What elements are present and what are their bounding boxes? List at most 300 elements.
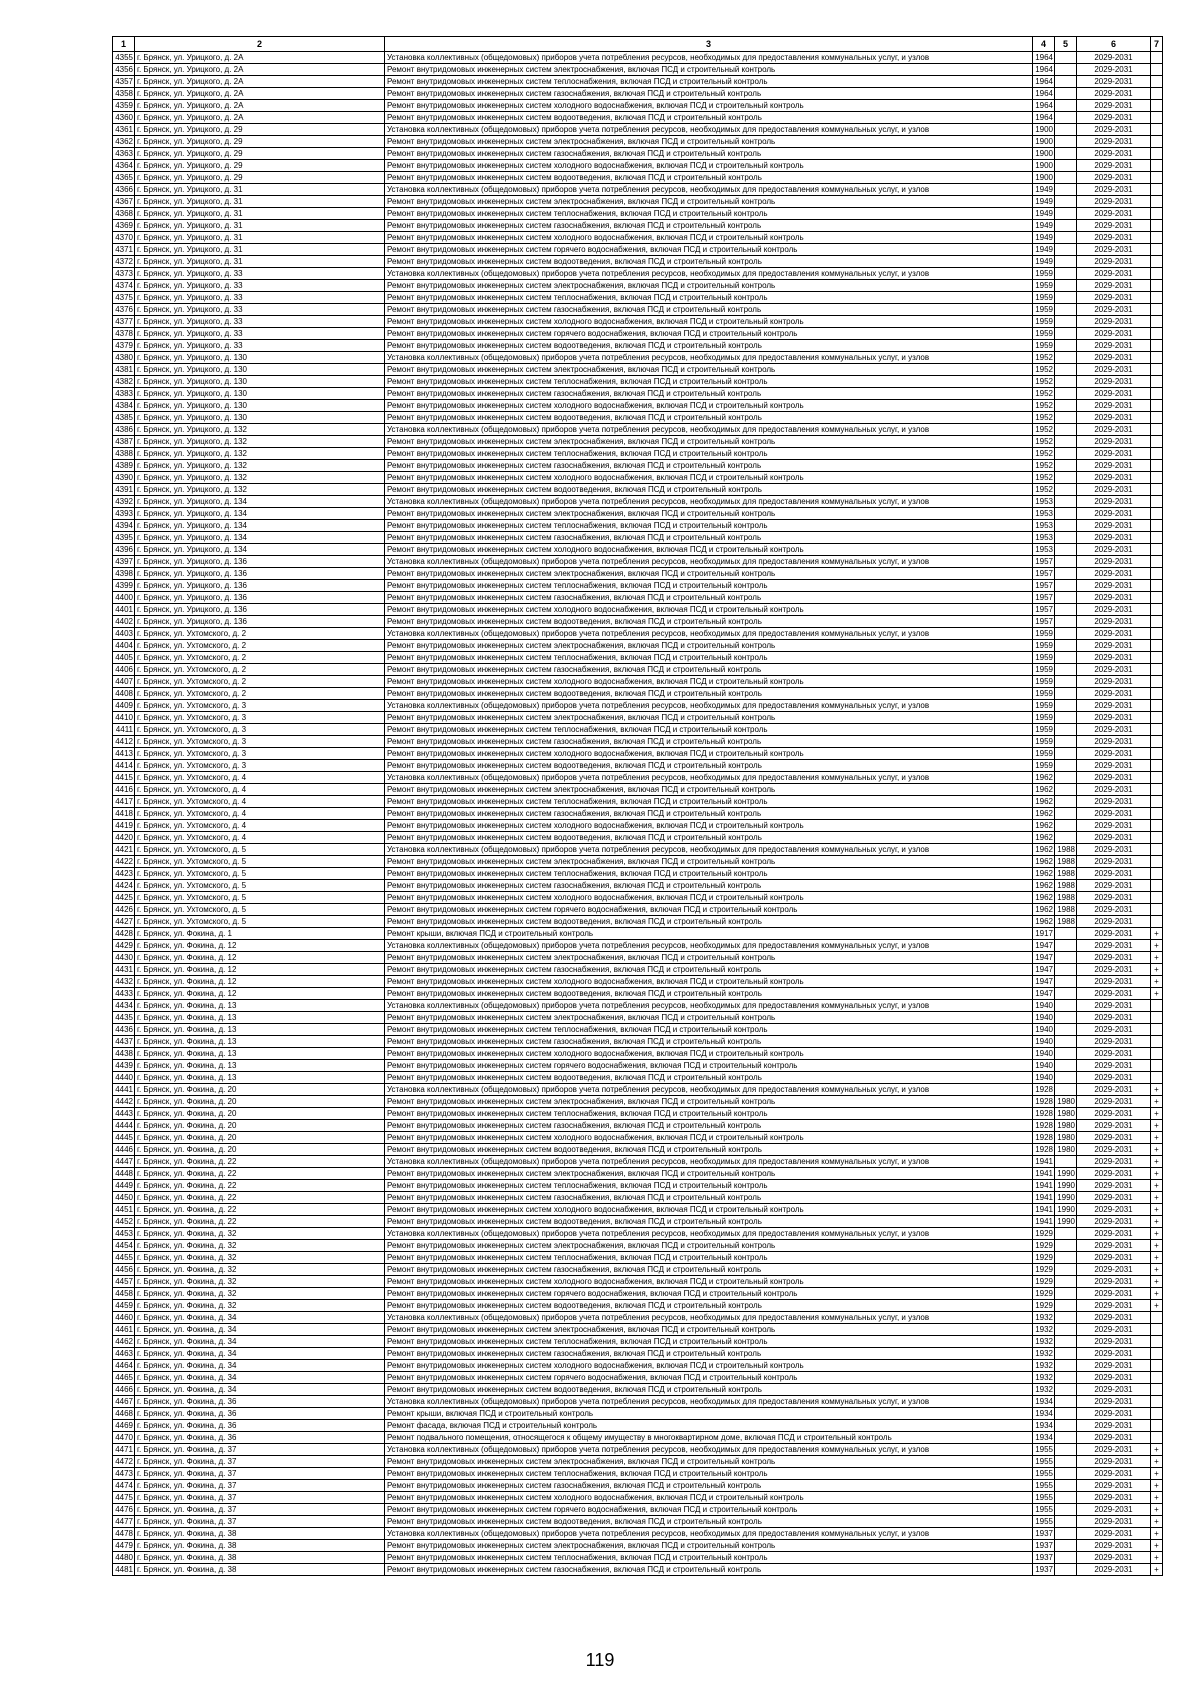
cell-row-number: 4382	[113, 376, 135, 388]
cell-row-number: 4475	[113, 1492, 135, 1504]
cell-address: г. Брянск, ул. Урицкого, д. 31	[135, 184, 385, 196]
cell-build-year: 1959	[1033, 304, 1055, 316]
cell-mark	[1151, 1372, 1163, 1384]
cell-work-type: Ремонт внутридомовых инженерных систем электроснабжения, включая ПСД и строительный контроль	[385, 1096, 1033, 1108]
cell-build-year: 1941	[1033, 1216, 1055, 1228]
cell-work-type: Ремонт внутридомовых инженерных систем газоснабжения, включая ПСД и строительный контроль	[385, 736, 1033, 748]
cell-address: г. Брянск, ул. Фокина, д. 32	[135, 1264, 385, 1276]
cell-build-year: 1959	[1033, 688, 1055, 700]
cell-period: 2029-2031	[1077, 1372, 1151, 1384]
table-row	[113, 1168, 1163, 1180]
cell-mark	[1151, 556, 1163, 568]
cell-build-year: 1964	[1033, 64, 1055, 76]
cell-row-number: 4359	[113, 100, 135, 112]
cell-build-year: 1929	[1033, 1276, 1055, 1288]
table-row	[113, 472, 1163, 484]
cell-reconstruction-year: 1990	[1055, 1168, 1077, 1180]
cell-row-number: 4419	[113, 820, 135, 832]
cell-row-number: 4455	[113, 1252, 135, 1264]
cell-address: г. Брянск, ул. Ухтомского, д. 5	[135, 916, 385, 928]
cell-address: г. Брянск, ул. Урицкого, д. 134	[135, 508, 385, 520]
cell-work-type: Ремонт внутридомовых инженерных систем водоотведения, включая ПСД и строительный контроль	[385, 172, 1033, 184]
table-row	[113, 772, 1163, 784]
cell-mark	[1151, 136, 1163, 148]
table-row	[113, 1228, 1163, 1240]
table-row	[113, 544, 1163, 556]
cell-work-type: Ремонт внутридомовых инженерных систем холодного водоснабжения, включая ПСД и строительный контроль	[385, 1492, 1033, 1504]
cell-build-year: 1962	[1033, 916, 1055, 928]
cell-mark: +	[1151, 952, 1163, 964]
cell-build-year: 1955	[1033, 1504, 1055, 1516]
cell-address: г. Брянск, ул. Ухтомского, д. 4	[135, 820, 385, 832]
cell-work-type: Ремонт внутридомовых инженерных систем водоотведения, включая ПСД и строительный контроль	[385, 112, 1033, 124]
cell-build-year: 1928	[1033, 1108, 1055, 1120]
cell-work-type: Ремонт внутридомовых инженерных систем теплоснабжения, включая ПСД и строительный контроль	[385, 292, 1033, 304]
cell-work-type: Ремонт внутридомовых инженерных систем теплоснабжения, включая ПСД и строительный контроль	[385, 1336, 1033, 1348]
cell-build-year: 1900	[1033, 148, 1055, 160]
cell-row-number: 4422	[113, 856, 135, 868]
cell-address: г. Брянск, ул. Фокина, д. 37	[135, 1492, 385, 1504]
cell-row-number: 4357	[113, 76, 135, 88]
cell-address: г. Брянск, ул. Фокина, д. 22	[135, 1168, 385, 1180]
cell-work-type: Ремонт внутридомовых инженерных систем электроснабжения, включая ПСД и строительный контроль	[385, 856, 1033, 868]
cell-work-type: Ремонт внутридомовых инженерных систем холодного водоснабжения, включая ПСД и строительный контроль	[385, 1360, 1033, 1372]
cell-address: г. Брянск, ул. Ухтомского, д. 4	[135, 808, 385, 820]
cell-address: г. Брянск, ул. Урицкого, д. 31	[135, 220, 385, 232]
cell-address: г. Брянск, ул. Фокина, д. 34	[135, 1348, 385, 1360]
cell-reconstruction-year	[1055, 496, 1077, 508]
cell-mark	[1151, 328, 1163, 340]
cell-reconstruction-year	[1055, 628, 1077, 640]
cell-build-year: 1959	[1033, 760, 1055, 772]
cell-mark: +	[1151, 1084, 1163, 1096]
cell-period: 2029-2031	[1077, 1468, 1151, 1480]
table-row	[113, 880, 1163, 892]
cell-work-type: Ремонт внутридомовых инженерных систем теплоснабжения, включая ПСД и строительный контроль	[385, 1180, 1033, 1192]
cell-address: г. Брянск, ул. Урицкого, д. 130	[135, 352, 385, 364]
cell-work-type: Ремонт внутридомовых инженерных систем газоснабжения, включая ПСД и строительный контроль	[385, 1036, 1033, 1048]
cell-address: г. Брянск, ул. Урицкого, д. 29	[135, 148, 385, 160]
cell-work-type: Установка коллективных (общедомовых) приборов учета потребления ресурсов, необходимых для предоставления коммунальных услуг, и узлов	[385, 52, 1033, 64]
cell-reconstruction-year	[1055, 352, 1077, 364]
table-row	[113, 1516, 1163, 1528]
cell-build-year: 1959	[1033, 736, 1055, 748]
cell-mark: +	[1151, 976, 1163, 988]
table-row	[113, 928, 1163, 940]
table-row	[113, 568, 1163, 580]
cell-work-type: Ремонт внутридомовых инженерных систем электроснабжения, включая ПСД и строительный контроль	[385, 1540, 1033, 1552]
cell-reconstruction-year	[1055, 1084, 1077, 1096]
cell-reconstruction-year	[1055, 652, 1077, 664]
cell-address: г. Брянск, ул. Ухтомского, д. 2	[135, 628, 385, 640]
table-row	[113, 1072, 1163, 1084]
cell-work-type: Ремонт внутридомовых инженерных систем горячего водоснабжения, включая ПСД и строительный контроль	[385, 244, 1033, 256]
table-row	[113, 244, 1163, 256]
table-row	[113, 1132, 1163, 1144]
cell-period: 2029-2031	[1077, 1036, 1151, 1048]
cell-address: г. Брянск, ул. Фокина, д. 38	[135, 1540, 385, 1552]
cell-row-number: 4443	[113, 1108, 135, 1120]
cell-work-type: Ремонт внутридомовых инженерных систем электроснабжения, включая ПСД и строительный контроль	[385, 364, 1033, 376]
cell-period: 2029-2031	[1077, 1336, 1151, 1348]
cell-mark	[1151, 1396, 1163, 1408]
cell-period: 2029-2031	[1077, 796, 1151, 808]
table-row	[113, 520, 1163, 532]
cell-work-type: Ремонт внутридомовых инженерных систем водоотведения, включая ПСД и строительный контроль	[385, 1216, 1033, 1228]
cell-reconstruction-year	[1055, 1492, 1077, 1504]
cell-work-type: Ремонт внутридомовых инженерных систем газоснабжения, включая ПСД и строительный контроль	[385, 220, 1033, 232]
cell-reconstruction-year	[1055, 1012, 1077, 1024]
cell-period: 2029-2031	[1077, 52, 1151, 64]
cell-mark	[1151, 1360, 1163, 1372]
cell-reconstruction-year	[1055, 616, 1077, 628]
cell-work-type: Ремонт крыши, включая ПСД и строительный контроль	[385, 1408, 1033, 1420]
cell-row-number: 4456	[113, 1264, 135, 1276]
cell-row-number: 4469	[113, 1420, 135, 1432]
cell-build-year: 1962	[1033, 904, 1055, 916]
cell-build-year: 1952	[1033, 424, 1055, 436]
cell-address: г. Брянск, ул. Урицкого, д. 2А	[135, 64, 385, 76]
table-row	[113, 1468, 1163, 1480]
cell-mark: +	[1151, 1480, 1163, 1492]
cell-mark	[1151, 232, 1163, 244]
cell-mark	[1151, 1060, 1163, 1072]
table-row	[113, 256, 1163, 268]
cell-period: 2029-2031	[1077, 1108, 1151, 1120]
cell-work-type: Установка коллективных (общедомовых) приборов учета потребления ресурсов, необходимых для предоставления коммунальных услуг, и узлов	[385, 1228, 1033, 1240]
cell-address: г. Брянск, ул. Фокина, д. 32	[135, 1288, 385, 1300]
cell-work-type: Ремонт внутридомовых инженерных систем электроснабжения, включая ПСД и строительный контроль	[385, 784, 1033, 796]
cell-reconstruction-year	[1055, 592, 1077, 604]
table-row	[113, 1480, 1163, 1492]
cell-work-type: Ремонт внутридомовых инженерных систем газоснабжения, включая ПСД и строительный контроль	[385, 1264, 1033, 1276]
table-row	[113, 652, 1163, 664]
cell-reconstruction-year	[1055, 1384, 1077, 1396]
cell-period: 2029-2031	[1077, 520, 1151, 532]
cell-build-year: 1949	[1033, 220, 1055, 232]
cell-row-number: 4392	[113, 496, 135, 508]
cell-mark	[1151, 88, 1163, 100]
cell-mark	[1151, 316, 1163, 328]
header-row	[113, 37, 1163, 52]
cell-address: г. Брянск, ул. Ухтомского, д. 2	[135, 676, 385, 688]
table-row	[113, 400, 1163, 412]
cell-build-year: 1928	[1033, 1144, 1055, 1156]
cell-row-number: 4471	[113, 1444, 135, 1456]
cell-mark	[1151, 400, 1163, 412]
cell-build-year: 1962	[1033, 880, 1055, 892]
cell-period: 2029-2031	[1077, 904, 1151, 916]
cell-address: г. Брянск, ул. Урицкого, д. 134	[135, 520, 385, 532]
cell-mark	[1151, 712, 1163, 724]
cell-reconstruction-year	[1055, 532, 1077, 544]
cell-work-type: Ремонт внутридомовых инженерных систем газоснабжения, включая ПСД и строительный контроль	[385, 664, 1033, 676]
cell-build-year: 1917	[1033, 928, 1055, 940]
cell-mark	[1151, 796, 1163, 808]
cell-row-number: 4383	[113, 388, 135, 400]
cell-row-number: 4454	[113, 1240, 135, 1252]
cell-work-type: Ремонт внутридомовых инженерных систем холодного водоснабжения, включая ПСД и строительный контроль	[385, 676, 1033, 688]
cell-address: г. Брянск, ул. Урицкого, д. 33	[135, 292, 385, 304]
cell-period: 2029-2031	[1077, 604, 1151, 616]
cell-row-number: 4437	[113, 1036, 135, 1048]
cell-work-type: Ремонт внутридомовых инженерных систем холодного водоснабжения, включая ПСД и строительный контроль	[385, 976, 1033, 988]
table-row	[113, 112, 1163, 124]
cell-mark	[1151, 100, 1163, 112]
cell-address: г. Брянск, ул. Урицкого, д. 134	[135, 532, 385, 544]
table-row	[113, 736, 1163, 748]
cell-reconstruction-year	[1055, 832, 1077, 844]
cell-address: г. Брянск, ул. Урицкого, д. 130	[135, 400, 385, 412]
cell-build-year: 1955	[1033, 1444, 1055, 1456]
cell-work-type: Ремонт внутридомовых инженерных систем холодного водоснабжения, включая ПСД и строительный контроль	[385, 100, 1033, 112]
table-row	[113, 1336, 1163, 1348]
cell-work-type: Ремонт внутридомовых инженерных систем электроснабжения, включая ПСД и строительный контроль	[385, 712, 1033, 724]
cell-address: г. Брянск, ул. Ухтомского, д. 3	[135, 760, 385, 772]
cell-work-type: Ремонт внутридомовых инженерных систем газоснабжения, включая ПСД и строительный контроль	[385, 880, 1033, 892]
cell-period: 2029-2031	[1077, 772, 1151, 784]
cell-build-year: 1949	[1033, 208, 1055, 220]
cell-row-number: 4480	[113, 1552, 135, 1564]
cell-row-number: 4453	[113, 1228, 135, 1240]
cell-address: г. Брянск, ул. Урицкого, д. 33	[135, 328, 385, 340]
cell-reconstruction-year: 1990	[1055, 1204, 1077, 1216]
cell-period: 2029-2031	[1077, 1216, 1151, 1228]
cell-build-year: 1964	[1033, 52, 1055, 64]
table-body	[113, 52, 1163, 1576]
cell-work-type: Ремонт внутридомовых инженерных систем электроснабжения, включая ПСД и строительный контроль	[385, 508, 1033, 520]
table-row	[113, 340, 1163, 352]
cell-address: г. Брянск, ул. Урицкого, д. 29	[135, 160, 385, 172]
cell-mark	[1151, 472, 1163, 484]
cell-work-type: Установка коллективных (общедомовых) приборов учета потребления ресурсов, необходимых для предоставления коммунальных услуг, и узлов	[385, 424, 1033, 436]
cell-period: 2029-2031	[1077, 988, 1151, 1000]
cell-mark	[1151, 340, 1163, 352]
cell-reconstruction-year	[1055, 712, 1077, 724]
cell-mark	[1151, 112, 1163, 124]
cell-work-type: Ремонт внутридомовых инженерных систем теплоснабжения, включая ПСД и строительный контроль	[385, 796, 1033, 808]
table-row	[113, 100, 1163, 112]
cell-row-number: 4408	[113, 688, 135, 700]
cell-address: г. Брянск, ул. Ухтомского, д. 2	[135, 652, 385, 664]
cell-row-number: 4385	[113, 412, 135, 424]
cell-mark	[1151, 568, 1163, 580]
cell-address: г. Брянск, ул. Фокина, д. 34	[135, 1336, 385, 1348]
cell-reconstruction-year	[1055, 340, 1077, 352]
cell-address: г. Брянск, ул. Ухтомского, д. 4	[135, 832, 385, 844]
cell-mark	[1151, 64, 1163, 76]
cell-build-year: 1959	[1033, 316, 1055, 328]
cell-build-year: 1959	[1033, 292, 1055, 304]
cell-work-type: Ремонт внутридомовых инженерных систем водоотведения, включая ПСД и строительный контроль	[385, 616, 1033, 628]
cell-address: г. Брянск, ул. Фокина, д. 13	[135, 1024, 385, 1036]
cell-reconstruction-year	[1055, 1036, 1077, 1048]
cell-address: г. Брянск, ул. Фокина, д. 34	[135, 1312, 385, 1324]
cell-row-number: 4432	[113, 976, 135, 988]
cell-work-type: Установка коллективных (общедомовых) приборов учета потребления ресурсов, необходимых для предоставления коммунальных услуг, и узлов	[385, 1156, 1033, 1168]
cell-period: 2029-2031	[1077, 712, 1151, 724]
cell-row-number: 4448	[113, 1168, 135, 1180]
cell-reconstruction-year	[1055, 136, 1077, 148]
cell-build-year: 1932	[1033, 1348, 1055, 1360]
cell-address: г. Брянск, ул. Фокина, д. 12	[135, 952, 385, 964]
cell-mark	[1151, 736, 1163, 748]
cell-mark	[1151, 1408, 1163, 1420]
cell-reconstruction-year: 1988	[1055, 904, 1077, 916]
table-row	[113, 448, 1163, 460]
cell-reconstruction-year	[1055, 256, 1077, 268]
cell-mark	[1151, 868, 1163, 880]
cell-reconstruction-year	[1055, 244, 1077, 256]
cell-mark: +	[1151, 1240, 1163, 1252]
cell-row-number: 4446	[113, 1144, 135, 1156]
cell-build-year: 1947	[1033, 940, 1055, 952]
cell-period: 2029-2031	[1077, 952, 1151, 964]
cell-row-number: 4481	[113, 1564, 135, 1576]
cell-mark	[1151, 604, 1163, 616]
cell-period: 2029-2031	[1077, 400, 1151, 412]
cell-reconstruction-year	[1055, 1240, 1077, 1252]
table-row	[113, 268, 1163, 280]
cell-period: 2029-2031	[1077, 856, 1151, 868]
cell-mark	[1151, 1420, 1163, 1432]
table-row	[113, 1108, 1163, 1120]
cell-build-year: 1962	[1033, 868, 1055, 880]
cell-address: г. Брянск, ул. Фокина, д. 37	[135, 1504, 385, 1516]
cell-mark	[1151, 1048, 1163, 1060]
cell-address: г. Брянск, ул. Фокина, д. 34	[135, 1324, 385, 1336]
cell-period: 2029-2031	[1077, 1420, 1151, 1432]
cell-address: г. Брянск, ул. Фокина, д. 20	[135, 1096, 385, 1108]
cell-row-number: 4380	[113, 352, 135, 364]
cell-reconstruction-year	[1055, 808, 1077, 820]
table-row	[113, 556, 1163, 568]
cell-mark: +	[1151, 1492, 1163, 1504]
cell-mark: +	[1151, 1144, 1163, 1156]
cell-period: 2029-2031	[1077, 1480, 1151, 1492]
cell-address: г. Брянск, ул. Урицкого, д. 132	[135, 424, 385, 436]
cell-row-number: 4421	[113, 844, 135, 856]
cell-work-type: Установка коллективных (общедомовых) приборов учета потребления ресурсов, необходимых для предоставления коммунальных услуг, и узлов	[385, 1528, 1033, 1540]
cell-reconstruction-year	[1055, 556, 1077, 568]
cell-row-number: 4435	[113, 1012, 135, 1024]
cell-reconstruction-year	[1055, 1540, 1077, 1552]
cell-work-type: Ремонт внутридомовых инженерных систем водоотведения, включая ПСД и строительный контроль	[385, 916, 1033, 928]
cell-row-number: 4436	[113, 1024, 135, 1036]
table-row	[113, 496, 1163, 508]
cell-address: г. Брянск, ул. Фокина, д. 22	[135, 1156, 385, 1168]
cell-period: 2029-2031	[1077, 1300, 1151, 1312]
table-row	[113, 820, 1163, 832]
cell-work-type: Ремонт внутридомовых инженерных систем горячего водоснабжения, включая ПСД и строительный контроль	[385, 904, 1033, 916]
cell-mark: +	[1151, 1216, 1163, 1228]
cell-mark	[1151, 280, 1163, 292]
table-row	[113, 1348, 1163, 1360]
cell-work-type: Ремонт внутридомовых инженерных систем газоснабжения, включая ПСД и строительный контроль	[385, 808, 1033, 820]
cell-address: г. Брянск, ул. Фокина, д. 38	[135, 1528, 385, 1540]
cell-mark: +	[1151, 1132, 1163, 1144]
cell-period: 2029-2031	[1077, 448, 1151, 460]
cell-work-type: Ремонт внутридомовых инженерных систем электроснабжения, включая ПСД и строительный контроль	[385, 1240, 1033, 1252]
cell-mark: +	[1151, 1540, 1163, 1552]
cell-period: 2029-2031	[1077, 736, 1151, 748]
cell-address: г. Брянск, ул. Фокина, д. 32	[135, 1228, 385, 1240]
cell-address: г. Брянск, ул. Фокина, д. 32	[135, 1240, 385, 1252]
cell-reconstruction-year	[1055, 976, 1077, 988]
cell-build-year: 1947	[1033, 988, 1055, 1000]
cell-address: г. Брянск, ул. Урицкого, д. 130	[135, 388, 385, 400]
cell-reconstruction-year	[1055, 1564, 1077, 1576]
table-row	[113, 1144, 1163, 1156]
cell-reconstruction-year	[1055, 1348, 1077, 1360]
cell-work-type: Ремонт внутридомовых инженерных систем теплоснабжения, включая ПСД и строительный контроль	[385, 1108, 1033, 1120]
cell-address: г. Брянск, ул. Урицкого, д. 130	[135, 364, 385, 376]
cell-period: 2029-2031	[1077, 412, 1151, 424]
cell-row-number: 4362	[113, 136, 135, 148]
cell-row-number: 4462	[113, 1336, 135, 1348]
cell-build-year: 1959	[1033, 652, 1055, 664]
cell-period: 2029-2031	[1077, 820, 1151, 832]
cell-reconstruction-year	[1055, 64, 1077, 76]
cell-period: 2029-2031	[1077, 556, 1151, 568]
cell-mark: +	[1151, 1192, 1163, 1204]
table-row	[113, 1300, 1163, 1312]
table-row	[113, 52, 1163, 64]
cell-work-type: Ремонт внутридомовых инженерных систем электроснабжения, включая ПСД и строительный контроль	[385, 568, 1033, 580]
table-row	[113, 1528, 1163, 1540]
table-row	[113, 844, 1163, 856]
cell-row-number: 4457	[113, 1276, 135, 1288]
cell-build-year: 1959	[1033, 268, 1055, 280]
cell-period: 2029-2031	[1077, 1120, 1151, 1132]
cell-row-number: 4478	[113, 1528, 135, 1540]
cell-reconstruction-year	[1055, 1444, 1077, 1456]
cell-row-number: 4438	[113, 1048, 135, 1060]
cell-row-number: 4449	[113, 1180, 135, 1192]
cell-build-year: 1900	[1033, 160, 1055, 172]
cell-work-type: Установка коллективных (общедомовых) приборов учета потребления ресурсов, необходимых для предоставления коммунальных услуг, и узлов	[385, 268, 1033, 280]
cell-address: г. Брянск, ул. Урицкого, д. 132	[135, 484, 385, 496]
cell-row-number: 4388	[113, 448, 135, 460]
cell-period: 2029-2031	[1077, 1492, 1151, 1504]
cell-mark	[1151, 688, 1163, 700]
cell-mark	[1151, 856, 1163, 868]
table-row	[113, 1444, 1163, 1456]
cell-period: 2029-2031	[1077, 592, 1151, 604]
cell-work-type: Ремонт внутридомовых инженерных систем холодного водоснабжения, включая ПСД и строительный контроль	[385, 604, 1033, 616]
table-row	[113, 1156, 1163, 1168]
cell-work-type: Ремонт внутридомовых инженерных систем горячего водоснабжения, включая ПСД и строительный контроль	[385, 1504, 1033, 1516]
cell-mark	[1151, 388, 1163, 400]
cell-mark	[1151, 52, 1163, 64]
cell-row-number: 4356	[113, 64, 135, 76]
cell-build-year: 1957	[1033, 592, 1055, 604]
cell-build-year: 1952	[1033, 436, 1055, 448]
cell-work-type: Ремонт внутридомовых инженерных систем газоснабжения, включая ПСД и строительный контроль	[385, 1348, 1033, 1360]
cell-address: г. Брянск, ул. Урицкого, д. 2А	[135, 112, 385, 124]
cell-mark	[1151, 376, 1163, 388]
cell-build-year: 1934	[1033, 1396, 1055, 1408]
cell-row-number: 4361	[113, 124, 135, 136]
cell-reconstruction-year	[1055, 760, 1077, 772]
cell-period: 2029-2031	[1077, 568, 1151, 580]
cell-period: 2029-2031	[1077, 1060, 1151, 1072]
cell-build-year: 1932	[1033, 1372, 1055, 1384]
cell-address: г. Брянск, ул. Урицкого, д. 136	[135, 580, 385, 592]
cell-reconstruction-year	[1055, 1372, 1077, 1384]
cell-address: г. Брянск, ул. Фокина, д. 32	[135, 1300, 385, 1312]
cell-period: 2029-2031	[1077, 868, 1151, 880]
